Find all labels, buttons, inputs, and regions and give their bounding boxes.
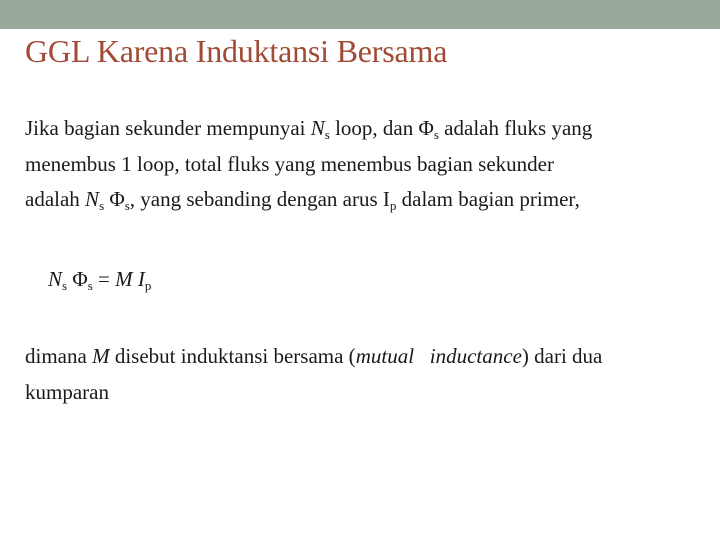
equation-line (48, 262, 720, 298)
text-run: ) dari dua (521, 344, 603, 368)
subscript-s: s (62, 278, 68, 293)
subscript-p: p (144, 278, 152, 293)
top-accent-bar (0, 0, 720, 29)
paragraph-definition (25, 111, 705, 218)
equation-mutual-flux (48, 262, 720, 298)
subscript-s: s (124, 198, 130, 213)
term-mutual-inductance: mutual inductance (355, 344, 522, 368)
paragraph-line: menembus 1 loop, total fluks yang menembus bagian sekunder (25, 151, 554, 176)
symbol-phi: Φ (67, 267, 88, 291)
symbol-I: I (132, 267, 145, 291)
slide-title: GGL Karena Induktansi Bersama (25, 33, 448, 69)
symbol-M: M (115, 267, 133, 291)
symbol-phi: Φ (418, 116, 434, 140)
paragraph-line (25, 111, 705, 147)
symbol-N: N (48, 267, 63, 291)
symbol-N: N (310, 116, 325, 140)
subscript-p: p (389, 198, 397, 213)
text-run: disebut induktansi bersama ( (109, 344, 356, 368)
equals-sign: = (92, 267, 116, 291)
symbol-M: M (92, 344, 110, 368)
paragraph-line: kumparan (25, 379, 109, 404)
subscript-s: s (324, 127, 330, 142)
paragraph-mutual-inductance (25, 339, 705, 410)
subscript-s: s (433, 127, 439, 142)
text-run: adalah (25, 187, 86, 211)
symbol-phi: Φ (109, 187, 125, 211)
text-run: loop, dan (329, 116, 419, 140)
text-run: dalam bagian primer, (396, 187, 580, 211)
symbol-N: N (85, 187, 100, 211)
subscript-s: s (87, 278, 93, 293)
paragraph-line (25, 339, 705, 375)
subscript-s: s (99, 198, 105, 213)
text-run: Jika bagian sekunder mempunyai (25, 116, 311, 140)
paragraph-line (25, 182, 705, 218)
text-run: dimana (25, 344, 93, 368)
text-run: , yang sebanding dengan arus I (129, 187, 390, 211)
text-run: adalah fluks yang (438, 116, 593, 140)
